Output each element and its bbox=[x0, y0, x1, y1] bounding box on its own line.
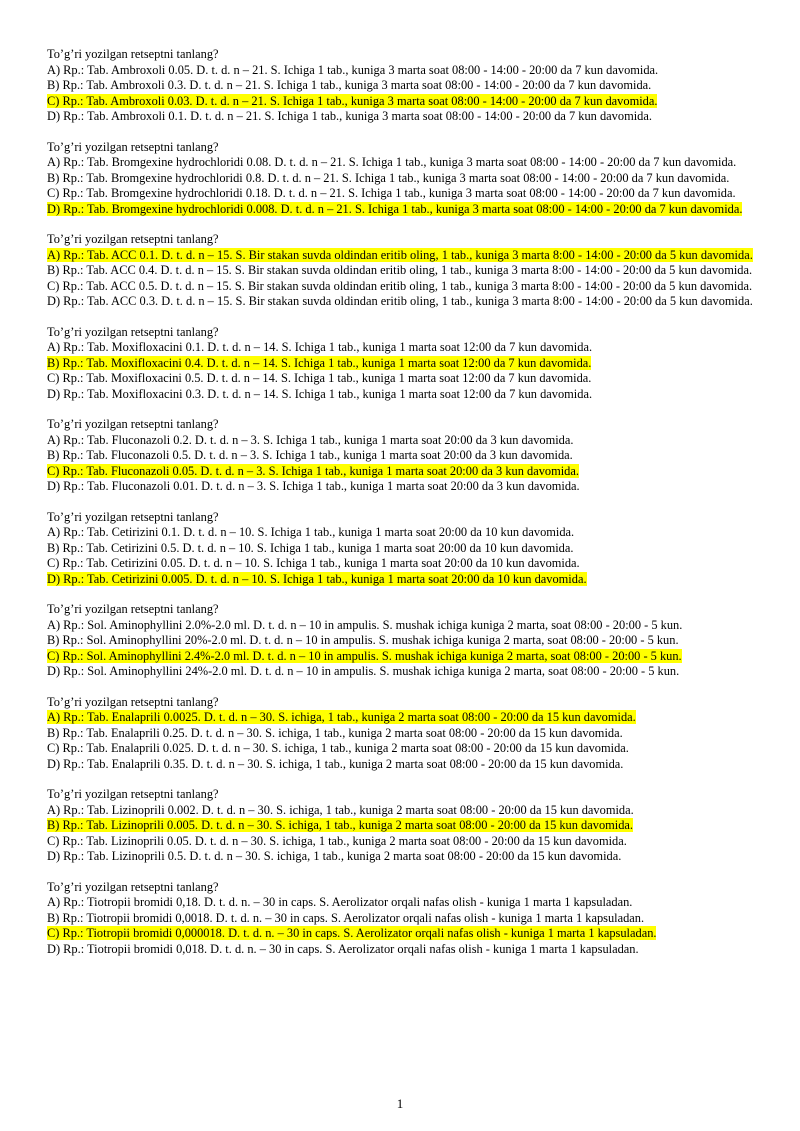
question-prompt: To’g’ri yozilgan retseptni tanlang? bbox=[47, 324, 219, 339]
answer-option-d: D) Rp.: Tiotropii bromidi 0,018. D. t. d. n. – 30 in caps. S. Aerolizator orqali nafas olish - kuniga 1 marta 1 kapsuladan. bbox=[47, 941, 639, 956]
question-block bbox=[47, 140, 770, 218]
question-block bbox=[47, 232, 770, 310]
answer-option-a: A) Rp.: Tiotropii bromidi 0,18. D. t. d. n. – 30 in caps. S. Aerolizator orqali nafas olish - kuniga 1 marta 1 kapsuladan. bbox=[47, 895, 633, 909]
answer-option-c bbox=[47, 94, 770, 110]
answer-option-d: D) Rp.: Tab. ACC 0.3. D. t. d. n – 15. S. Bir stakan suvda oldindan eritib oling, 1 tab., kuniga 3 marta 8:00 - 14:00 - 20:00 da 5 kun davomida. bbox=[47, 294, 753, 308]
answer-option-d bbox=[47, 572, 770, 588]
question-prompt: To’g’ri yozilgan retseptni tanlang? bbox=[47, 139, 219, 154]
question-prompt: To’g’ri yozilgan retseptni tanlang? bbox=[47, 47, 219, 61]
answer-option-b: B) Rp.: Tab. Ambroxoli 0.3. D. t. d. n – 21. S. Ichiga 1 tab., kuniga 3 marta soat 08:00 - 14:00 - 20:00 da 7 kun davomida. bbox=[47, 78, 652, 92]
question-prompt: To’g’ri yozilgan retseptni tanlang? bbox=[47, 509, 219, 524]
answer-option-b: B) Rp.: Tiotropii bromidi 0,0018. D. t. d. n. – 30 in caps. S. Aerolizator orqali nafas olish - kuniga 1 marta 1 kapsuladan. bbox=[47, 910, 645, 925]
answer-option-a: A) Rp.: Tab. Moxifloxacini 0.1. D. t. d. n – 14. S. Ichiga 1 tab., kuniga 1 marta soat 12:00 da 7 kun davomida. bbox=[47, 340, 593, 354]
answer-option-a: A) Rp.: Sol. Aminophyllini 2.0%-2.0 ml. D. t. d. n – 10 in ampulis. S. mushak ichiga kuniga 2 marta, soat 08:00 - 20:00 - 5 kun. bbox=[47, 617, 683, 632]
answer-option-c bbox=[47, 649, 770, 665]
answer-option-a: A) Rp.: Tab. Fluconazoli 0.2. D. t. d. n – 3. S. Ichiga 1 tab., kuniga 1 marta soat 20:00 da 3 kun davomida. bbox=[47, 432, 574, 447]
highlighted-answer: C) Rp.: Tab. Fluconazoli 0.05. D. t. d. n – 3. S. Ichiga 1 tab., kuniga 1 marta soat 20:00 da 3 kun davomida. bbox=[47, 463, 579, 478]
highlighted-answer: A) Rp.: Tab. ACC 0.1. D. t. d. n – 15. S. Bir stakan suvda oldindan eritib oling, 1 tab., kuniga 3 marta 8:00 - 14:00 - 20:00 da 5 kun davomida. bbox=[47, 247, 753, 262]
answer-option-d: D) Rp.: Sol. Aminophyllini 24%-2.0 ml. D. t. d. n – 10 in ampulis. S. mushak ichiga kuniga 2 marta, soat 08:00 - 20:00 - 5 kun. bbox=[47, 664, 680, 678]
answer-option-d: D) Rp.: Tab. Moxifloxacini 0.3. D. t. d. n – 14. S. Ichiga 1 tab., kuniga 1 marta soat 12:00 da 7 kun davomida. bbox=[47, 386, 593, 401]
question-prompt: To’g’ri yozilgan retseptni tanlang? bbox=[47, 694, 219, 709]
highlighted-answer: C) Rp.: Tiotropii bromidi 0,000018. D. t. d. n. – 30 in caps. S. Aerolizator orqali nafas olish - kuniga 1 marta 1 kapsuladan. bbox=[47, 926, 657, 940]
question-prompt: To’g’ri yozilgan retseptni tanlang? bbox=[47, 417, 219, 431]
highlighted-answer: B) Rp.: Tab. Lizinoprili 0.005. D. t. d. n – 30. S. ichiga, 1 tab., kuniga 2 marta soat 08:00 - 20:00 da 15 kun davomida. bbox=[47, 818, 634, 832]
question-prompt: To’g’ri yozilgan retseptni tanlang? bbox=[47, 787, 219, 801]
answer-option-c: C) Rp.: Tab. Bromgexine hydrochloridi 0.18. D. t. d. n – 21. S. Ichiga 1 tab., kuniga 3 marta soat 08:00 - 14:00 - 20:00 da 7 kun davomida. bbox=[47, 186, 736, 200]
question-block bbox=[47, 880, 770, 958]
question-block bbox=[47, 510, 770, 588]
highlighted-answer: D) Rp.: Tab. Bromgexine hydrochloridi 0.008. D. t. d. n – 21. S. Ichiga 1 tab., kuniga 3 marta soat 08:00 - 14:00 - 20:00 da 7 kun davomida. bbox=[47, 201, 743, 216]
answer-option-a bbox=[47, 248, 770, 264]
question-prompt: To’g’ri yozilgan retseptni tanlang? bbox=[47, 879, 219, 894]
answer-option-b: B) Rp.: Tab. Fluconazoli 0.5. D. t. d. n – 3. S. Ichiga 1 tab., kuniga 1 marta soat 20:00 da 3 kun davomida. bbox=[47, 448, 573, 462]
answer-option-d: D) Rp.: Tab. Ambroxoli 0.1. D. t. d. n – 21. S. Ichiga 1 tab., kuniga 3 marta soat 08:00 - 14:00 - 20:00 da 7 kun davomida. bbox=[47, 109, 652, 123]
answer-option-b: B) Rp.: Tab. ACC 0.4. D. t. d. n – 15. S. Bir stakan suvda oldindan eritib oling, 1 tab., kuniga 3 marta 8:00 - 14:00 - 20:00 da 5 kun davomida. bbox=[47, 263, 753, 277]
highlighted-answer: B) Rp.: Tab. Moxifloxacini 0.4. D. t. d. n – 14. S. Ichiga 1 tab., kuniga 1 marta soat 12:00 da 7 kun davomida. bbox=[47, 355, 592, 370]
answer-option-b: B) Rp.: Sol. Aminophyllini 20%-2.0 ml. D. t. d. n – 10 in ampulis. S. mushak ichiga kuniga 2 marta, soat 08:00 - 20:00 - 5 kun. bbox=[47, 633, 679, 647]
answer-option-c: C) Rp.: Tab. ACC 0.5. D. t. d. n – 15. S. Bir stakan suvda oldindan eritib oling, 1 tab., kuniga 3 marta 8:00 - 14:00 - 20:00 da 5 kun davomida. bbox=[47, 278, 753, 293]
question-prompt: To’g’ri yozilgan retseptni tanlang? bbox=[47, 232, 219, 246]
answer-option-d bbox=[47, 202, 770, 218]
question-prompt: To’g’ri yozilgan retseptni tanlang? bbox=[47, 602, 219, 616]
answer-option-c: C) Rp.: Tab. Lizinoprili 0.05. D. t. d. n – 30. S. ichiga, 1 tab., kuniga 2 marta soat 08:00 - 20:00 da 15 kun davomida. bbox=[47, 833, 627, 848]
highlighted-answer: D) Rp.: Tab. Cetirizini 0.005. D. t. d. n – 10. S. Ichiga 1 tab., kuniga 1 marta soat 20:00 da 10 kun davomida. bbox=[47, 571, 587, 586]
answer-option-b bbox=[47, 356, 770, 372]
answer-option-a: A) Rp.: Tab. Cetirizini 0.1. D. t. d. n – 10. S. Ichiga 1 tab., kuniga 1 marta soat 20:00 da 10 kun davomida. bbox=[47, 525, 575, 539]
page-number: 1 bbox=[396, 1096, 404, 1111]
answer-option-b bbox=[47, 818, 770, 834]
answer-option-a: A) Rp.: Tab. Ambroxoli 0.05. D. t. d. n – 21. S. Ichiga 1 tab., kuniga 3 marta soat 08:00 - 14:00 - 20:00 da 7 kun davomida. bbox=[47, 62, 659, 77]
answer-option-c: C) Rp.: Tab. Moxifloxacini 0.5. D. t. d. n – 14. S. Ichiga 1 tab., kuniga 1 marta soat 12:00 da 7 kun davomida. bbox=[47, 371, 592, 385]
answer-option-c bbox=[47, 464, 770, 480]
answer-option-a bbox=[47, 710, 770, 726]
answer-option-b: B) Rp.: Tab. Enalaprili 0.25. D. t. d. n – 30. S. ichiga, 1 tab., kuniga 2 marta soat 08:00 - 20:00 da 15 kun davomida. bbox=[47, 725, 623, 740]
question-block bbox=[47, 325, 770, 403]
answer-option-d: D) Rp.: Tab. Lizinoprili 0.5. D. t. d. n – 30. S. ichiga, 1 tab., kuniga 2 marta soat 08:00 - 20:00 da 15 kun davomida. bbox=[47, 849, 622, 863]
highlighted-answer: C) Rp.: Sol. Aminophyllini 2.4%-2.0 ml. D. t. d. n – 10 in ampulis. S. mushak ichiga kuniga 2 marta, soat 08:00 - 20:00 - 5 kun. bbox=[47, 648, 682, 663]
answer-option-a: A) Rp.: Tab. Lizinoprili 0.002. D. t. d. n – 30. S. ichiga, 1 tab., kuniga 2 marta soat 08:00 - 20:00 da 15 kun davomida. bbox=[47, 802, 634, 817]
answer-option-d: D) Rp.: Tab. Enalaprili 0.35. D. t. d. n – 30. S. ichiga, 1 tab., kuniga 2 marta soat 08:00 - 20:00 da 15 kun davomida. bbox=[47, 756, 624, 771]
answer-option-c bbox=[47, 926, 770, 942]
answer-option-b: B) Rp.: Tab. Cetirizini 0.5. D. t. d. n – 10. S. Ichiga 1 tab., kuniga 1 marta soat 20:00 da 10 kun davomida. bbox=[47, 540, 574, 555]
answer-option-a: A) Rp.: Tab. Bromgexine hydrochloridi 0.08. D. t. d. n – 21. S. Ichiga 1 tab., kuniga 3 marta soat 08:00 - 14:00 - 20:00 da 7 kun davomida. bbox=[47, 155, 737, 169]
highlighted-answer: A) Rp.: Tab. Enalaprili 0.0025. D. t. d. n – 30. S. ichiga, 1 tab., kuniga 2 marta soat 08:00 - 20:00 da 15 kun davomida. bbox=[47, 710, 636, 724]
question-block bbox=[47, 602, 770, 680]
question-block bbox=[47, 787, 770, 865]
highlighted-answer: C) Rp.: Tab. Ambroxoli 0.03. D. t. d. n – 21. S. Ichiga 1 tab., kuniga 3 marta soat 08:00 - 14:00 - 20:00 da 7 kun davomida. bbox=[47, 93, 658, 108]
document-page bbox=[47, 47, 770, 972]
question-block bbox=[47, 417, 770, 495]
answer-option-b: B) Rp.: Tab. Bromgexine hydrochloridi 0.8. D. t. d. n – 21. S. Ichiga 1 tab., kuniga 3 marta soat 08:00 - 14:00 - 20:00 da 7 kun davomida. bbox=[47, 170, 730, 185]
answer-option-c: C) Rp.: Tab. Enalaprili 0.025. D. t. d. n – 30. S. ichiga, 1 tab., kuniga 2 marta soat 08:00 - 20:00 da 15 kun davomida. bbox=[47, 741, 629, 755]
question-block bbox=[47, 47, 770, 125]
question-block bbox=[47, 695, 770, 773]
answer-option-d: D) Rp.: Tab. Fluconazoli 0.01. D. t. d. n – 3. S. Ichiga 1 tab., kuniga 1 marta soat 20:00 da 3 kun davomida. bbox=[47, 479, 580, 493]
answer-option-c: C) Rp.: Tab. Cetirizini 0.05. D. t. d. n – 10. S. Ichiga 1 tab., kuniga 1 marta soat 20:00 da 10 kun davomida. bbox=[47, 556, 580, 570]
